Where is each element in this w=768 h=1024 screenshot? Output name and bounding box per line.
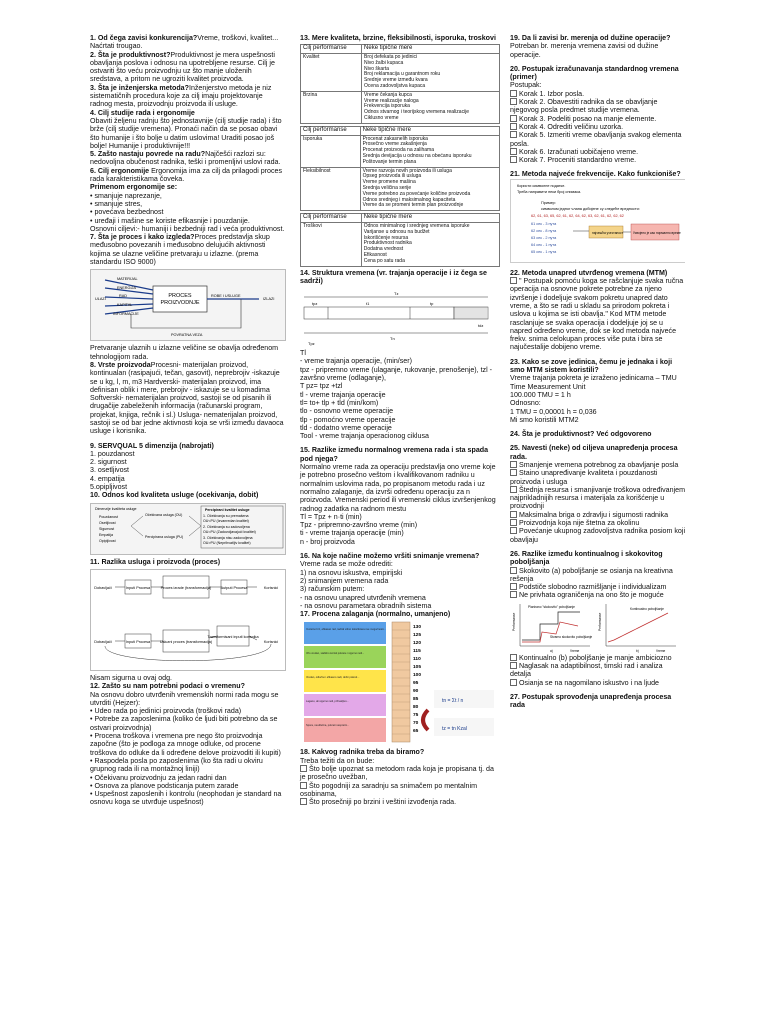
product-flow-step: Proces izrade (transformacija) [160,585,212,590]
freq-row: 65 сек - 1 пута [531,249,557,254]
output-label: ROBE I USLUGE [211,294,241,299]
checkbox-icon [510,567,517,574]
checkbox-icon [510,277,517,284]
scale-tick: 70 [413,721,419,727]
q25-item: Maksimalna briga o zdravlju i sigurnosti radnika [519,510,669,519]
checkbox-icon [510,654,517,661]
q4-body: Obaviti željenu radnju što jednostavnije (cilj studije rada) i što brže (cilj studije vremena). Pronaći način da se posao obavi što humanije i što bolje u datim uslovima! Uraditi posao još bolje! Humanije i produktivnije!!! [90,116,282,150]
q12-body: Na osnovu dobro utvrđenih vremenskih normi rada mogu se utvrditi (Hejzer): [90,690,279,707]
q25-item: Proizvodnja koja nije štetna za okolinu [519,519,640,528]
scale-tick: 100 [413,673,422,679]
q5-body: Najčešći razlozi su: nedovoljna obučenost radnika, teški i promenljivi uslovi rada. [90,150,281,167]
q14-line: tlp - pomoćno vreme operacije [300,415,396,424]
q11-tail: Nisam sigurna u ovaj odg. [90,673,173,682]
q23-item: 1 TMU = 0,00001 h = 0,036 [510,407,597,416]
q6b-item: • smanjuje naprezanje, [90,191,162,200]
inputs-side-label: ULAZI [95,297,106,302]
q14-line: tl= to+ tlp + tld (min/kom) [300,398,379,407]
q15-formula: Tl = Tpz + n·ti (min) [300,512,362,521]
q2-title: 2. Šta je produktivnost? [90,50,171,59]
table-cell [362,54,500,92]
dims-item: Sigurnost [99,526,115,531]
process-diagram-svg [91,270,285,340]
service-flow-step: Transformisani inputi korisnika [207,634,259,639]
table-value: Efikasnost [363,252,387,258]
q20-step: Korak 2. Obavestiti radnika da se obavljanje njegovog posla predmet studije vremena. [510,98,658,115]
q15-formula: n - broj proizvoda [300,537,355,546]
q13-title: 13. Mere kvaliteta, brzine, fleksibilnosti, isporuka, troskovi [300,34,496,42]
checkbox-icon [510,591,517,598]
q1-title: 1. Od čega zavisi konkurencija? [90,34,198,42]
q20-step: Korak 3. Podeliti posao na manje elemente. [519,114,657,123]
expected-service: Očekivana usluga (OU) [145,512,183,517]
q14-line: tld - dodatno vreme operacije [300,423,392,432]
formula-tz: tz = tn Kzal [442,726,467,733]
checkbox-icon [510,123,517,130]
checkbox-icon [510,662,517,669]
table-key: Troškovi [301,223,362,267]
table-value: Nivo žalbi kupaca [364,59,404,66]
table-cell [360,167,499,211]
service-flow-step: Korisnici [263,639,279,644]
q26-item: Skokovito (a) poboljšanje se osianja na kreativna rešenja [510,566,673,583]
q23-item: Mi smo koristili MTM2 [510,415,579,424]
graph-panel-label: a) [550,648,553,653]
q14-line: tlo - osnovno vreme operacije [300,407,394,416]
q6-title: 6. Cilj ergonomije [90,166,150,175]
freq-line: символом једног члана добијене су следеће вредности: [541,206,640,211]
q9-item: 4. empatija [90,474,125,483]
freq-row: 62 сек - 8 пута [531,228,557,233]
q23-item: 100.000 TMU = 1 h [510,390,571,399]
freq-callout: најчешћа учестаност [592,230,624,235]
table-value: Odnos minimalnog i srednjeg vremena isporuke [363,223,470,230]
q18-item: Što pogodniji za saradnju sa snimačem po mentalnim osobinama, [300,781,477,798]
table-value: Vreme realizacije naloga [364,97,419,104]
dims-item: Osetljivost [99,520,116,525]
table-cell [362,91,500,123]
service-flow-step: Dobavljači [94,639,112,644]
table-value: Poštovanje termin plana [362,158,417,165]
q6b-title: Primenom ergonomije se: [90,183,178,192]
graph-annotation: Kontinualno poboljšanje [630,606,664,611]
q17-title: 17. Procena zalaganja (normalno, umanjeno) [300,610,451,619]
time-label: Tz [394,291,399,297]
q10-title: 10. Odnos kod kvaliteta usluge (ocekivanja, dobit) [90,491,259,500]
scale-tick: 95 [413,681,419,687]
q14-title: 14. Struktura vremena (vr. trajanja operacije i iz čega se sadrži) [300,268,487,285]
checkbox-icon [510,583,517,590]
dims-item: Empatija [99,532,113,537]
q16-item: 1) na osnovu iskustva, empirijski [300,568,403,577]
q9-item: 3. osetljivost [90,466,130,475]
table-value: Produktivnost radnika [363,240,412,247]
table-value: Procenat zakasnelih isporuka [362,135,428,142]
graph-y-label: Performanse [512,612,516,631]
formula-tn: tn = Σt / n [442,698,464,705]
table-cell [360,135,499,167]
freq-callout: Усвојено је као нормално време [633,230,681,235]
table-value: Procenat proizvoda na zalihama [362,147,434,154]
product-service-diagram [90,569,286,671]
quality-row: OU<PU (Izvanredan kvalitet) [203,518,249,523]
perceived-service: Percipirana usluga (PU) [145,534,184,539]
q25-item: Smanjenje vremena potrebnog za obavljanje posla [519,460,679,469]
q16-item: 2) snimanjem vremena rada [300,576,389,585]
rating-desc: Vrlo vredan, stabilno koristi pokrete i sigurno radi... [306,652,365,656]
q6b-item: • uređaji i mašine se koriste efikasnije i pouzdanije. [90,216,250,225]
checkbox-icon [510,90,517,97]
checkbox-icon [510,519,517,526]
q6b-tail: Osnovni ciljevi:- humaniji i bezbedniji rad i veća produktivnost. [90,224,285,233]
input-label: INFORMACIJE [113,312,139,317]
q25-item: Staino unapređivanje kvaliteta i pouzdanosti proizvoda i usluga [510,469,658,486]
scale-tick: 65 [413,729,419,735]
checkbox-icon [510,131,517,138]
q22-title: 22. Metoda unapred utvrđenog vremena (MTM) [510,268,668,277]
q22-body: " Postupak pomoću koga se rašclanjuje svaka ručna operacija na osnovne pokrete potrebne za njeno izvršenje i dodeljuje svakom pokretu unapred dato vreme, a što se radi u skladu sa prirodom pokreta i uslova u kojima se isti obavlja." Kod MTM metode rasclanjuje se svaka operacija i dodeljuje joj se u napred određeno vreme, dok se kod metoda najveće frekv. snima celokupan proces više puta i bira se najučestalije dobijeno vreme. [510,277,684,352]
q12-item: • Procena troškova i vremena pre nego što proizvodnja započne (što je podloga za mnoge odluke, od procene troškova do odluke da li određene delove proizvoditi ili kupiti) [90,732,281,757]
q25-item: Štednja resursa i smanjivanje troškova određivanjem najprikladnijih resursa i materijala za korišćenje u proizvodnji [510,485,685,511]
q4-title: 4. Cilj studije rada i ergonomije [90,108,195,117]
table-header: Cilj performanse [301,214,362,223]
q26-item: Podstiče slobodno razmišljanje i individualizam [519,583,667,592]
table-value: Frekvencija isporuka [364,103,410,110]
q21-title: 21. Metoda najveće frekvencije. Kako funkcioniše? [510,170,681,179]
q23-item: Time Measurement Unit [510,382,586,391]
q25-item: Povećanje ukupnog zadovoljstva radnika posiom koji obavljaju [510,527,686,544]
q20-step: Korak 1. Izbor posla. [519,89,585,98]
q16-item: - na osnovu unapred utvrđenih vremena [300,593,426,602]
quality-row: 2. Očekivanja su zadovoljena [203,524,250,529]
q14-line: Tl [300,349,306,358]
q20-step: Korak 7. Proceniti standardno vreme. [519,156,637,165]
quality-row: 1. Očekivanja su premašena [203,513,249,518]
freq-line: Треба направити неки број снимака. [517,189,582,194]
checkbox-icon [510,461,517,468]
q20-step: Korak 6. Izračunati uobičajeno vreme. [519,147,639,156]
scale-tick: 75 [413,713,419,719]
q14-line: tpz - pripremno vreme (ulaganje, rukovanje, prenošenje), tzl - završno vreme (odlaganje), [300,365,493,383]
q6b-item: • smanjuje stres, [90,199,143,208]
q1-body: Vreme, troškovi, kvalitet... Naćrtati trougao. [90,34,279,51]
improvement-graph [510,600,685,654]
checkbox-icon [510,469,517,476]
checkbox-icon [510,679,517,686]
process-label-1: PROCES [168,293,192,300]
process-diagram [90,269,286,341]
rating-scale-svg [300,618,498,748]
q16-title: 16. Na koje načine možemo vršiti snimanje vremena? [300,552,480,561]
q6b-item: • povećava bezbednost [90,208,164,217]
checkbox-icon [510,527,517,534]
process-label-2: PROIZVODNJE [160,300,200,307]
product-flow-step: Dobavljači [94,585,112,590]
time-label: t1 [366,301,370,307]
quality-row: 3. Očekivanja nisu zadovoljena [203,535,253,540]
q15-formula: ti - vreme trajanja operacije (min) [300,529,404,538]
service-flow-step: Inputi Procesa [125,639,151,644]
column-2 [300,34,500,806]
checkbox-icon [510,486,517,493]
q23-title: 23. Kako se zove jedinica, čemu je jednaka i koji smo MTM sistem koristili? [510,357,673,375]
freq-line: Пример: [541,200,556,205]
graph-x-label: Vreme [570,648,580,653]
time-label: tdz [478,323,484,329]
performance-table-1 [300,44,500,124]
graph-y-label: Performanse [598,612,602,631]
freq-row: 63 сек - 2 пута [531,235,557,240]
table-value: Broj reklamacija u garantnom roku [364,71,441,78]
scale-tick: 130 [413,625,422,631]
q12-item: • Uspešnost zaposlenih i kontrolu (neophodan je standard na osnovu koga se utvrđuje uspešnost) [90,790,282,807]
q3-body: Inženjerstvo metoda je niz sistematičnih procedura koje za cilj imaju projektovanje radnog mesta, proizvodnju proizvoda ili usluge. [90,83,272,109]
q23-body: Vreme trajanja pokreta je izraženo jedinicama – TMU [510,374,677,383]
checkbox-icon [510,115,517,122]
product-service-svg [91,570,285,670]
q5-title: 5. Zašto nastaju povrede na radu? [90,150,206,159]
q15-formula: Tpz - pripremno-završno vreme (min) [300,521,418,530]
q26-title: 26. Razlike između kontinualnog i skokovitog poboljšanja [510,549,663,567]
q26-item: Kontinualno (b) poboljšanje je manje ambiciozno [519,653,672,662]
q26-item: Naglasak na adaptibilnost, timski rad i analiza detalja [510,662,663,679]
q8-body: Procesni- materijalan proizvod, kontinualan (rasipajući, tečan, gasovit), neprebrojiv -iskazuje se u kg, l, m, m3 Hardverski- materijalan proizvod, ima definisan oblik i mere, prebrojiv - iskazuje se u komadima Softverski- nematerijalan proizvod, sastoji se od pisanih ili drugačije zabeleženih informacija (računarski program, projekat, knjiga, rečnik i sl.) Usluga- nematerijalan proizvod, sastoji se od bar jedne aktivnosti koja se vrši između davaoca usluge i korisnika. [90,360,284,436]
q25-title: 25. Navesti (neke) od ciljeva unapređenja procesa rada. [510,444,678,461]
q20-title: 20. Postupak izračunavanja standardnog vremena (primer) [510,64,679,82]
q9-item: 5.opipljivost [90,483,128,492]
time-structure-svg [300,285,498,349]
performance-table-2 [300,126,500,211]
table-key: Brzina [301,91,362,123]
q6-body: Ergonomija ima za cilj da prilagodi proces rada karakteristikama čoveka. [90,166,283,184]
q27-title: 27. Postupak sprovođenja unapređenja procesa rada [510,692,672,710]
freq-line: Користи символне податке. [517,183,566,188]
quality-box-title: Percipirani kvalitet usluge [205,507,250,512]
table-value: Odnos stvarnog i teorijskog vremena realizacije [364,109,470,116]
time-label: Tn [390,336,395,342]
rating-desc: Vredan, odlučno i efikasno radi, dobri pokreti... [306,676,360,680]
graph-annotation: Planirano "skokovito" poboljšanje [528,604,575,609]
q9-item: 1. pouzdanost [90,449,135,458]
scale-tick: 125 [413,633,422,639]
q18-title: 18. Kakvog radnika treba da biramo? [300,748,425,757]
rating-scale-diagram [300,618,500,748]
outputs-side-label: IZLAZI [263,297,275,302]
q14-line: - vreme trajanja operacije, (min/ser) [300,357,412,366]
time-label: tpz [312,301,318,307]
q12-title: 12. Zašto su nam potrebni podaci o vremenu? [90,682,245,691]
checkbox-icon [300,798,307,805]
table-header: Neke tipične mere [360,126,499,135]
q26-item: Ne privhata ograničenja na ono što je moguće [519,591,664,600]
q20-step: Korak 5. Izmeriti vreme obavljanja svakog elementa posla. [510,131,682,148]
table-cell [361,223,499,267]
table-value: Vreme potrebno za povećanje količine proizvoda [362,190,471,197]
table-value: Vreme da se promeni termin plan proizvodnje [362,202,464,209]
table-value: Opseg proizvoda ili usluga [362,173,422,180]
q18-body: Treba težiti da on bude: [300,756,375,765]
table-value: Ciklusno vreme [364,115,399,122]
performance-table-3 [300,213,500,266]
freq-row: 61 сек - 3 пута [531,221,557,226]
freq-row: 64 сек - 1 пута [531,242,557,247]
table-value: Srednje vreme između kvara [364,77,428,84]
table-header: Neke tipične mere [361,214,499,223]
graph-x-label: Vreme [656,648,666,653]
q7-tail: Pretvaranje ulaznih u izlazne veličine se obavlja određenom tehnologijom rada. [90,344,279,361]
q7-body: Proces predstavlja skup međusobno povezanih i međusobno delujućih aktivnosti kojima se ulazne veličine pretvaraju u izlazne. (prema standardu ISO 9000) [90,233,270,267]
checkbox-icon [300,782,307,789]
time-label: tp [430,301,434,307]
graph-annotation: Stvarno skokovito poboljšanje [550,634,593,639]
input-label: ENERGIJA [117,286,136,291]
checkbox-icon [510,148,517,155]
table-value: Vreme čekanja kupca [364,91,412,98]
scale-tick: 90 [413,689,419,695]
table-value: Prosečno vreme zakašnjenja [362,141,427,148]
q24-title: 24. Šta je produktivnost? Već odgovoreno [510,430,652,439]
q14-line: T pz= tpz +tzl [300,382,343,391]
scale-tick: 80 [413,705,419,711]
table-value: Odnos srednjeg i maksimalnog kapaciteta [362,196,456,203]
rating-desc: Spora, neodlučna, pokreti nespretni... [306,724,350,728]
rating-desc: Lagano, ali sigurno radi, prihvatljivo... [306,700,349,704]
table-key: Isporuka [301,135,361,167]
column-1 [90,34,286,807]
quality-row: OU=PU (Zadovoljavajući kvalitet) [203,529,256,534]
q20-body: Postupak: [510,81,542,90]
feedback-label: POVRATNA VEZA [171,333,203,338]
q12-item: • Očekivanu proizvodnju za jedan radni dan [90,773,227,782]
table-value: Vreme razvoja novih proizvoda ili usluga [362,167,452,174]
table-value: Dodatna vrednost [363,246,404,253]
q2-body: Produktivnost je mera uspešnosti obavljanja poslova i odnosu na upotrebljene resurse. Cilj je ostvariti što veću proizvodnju uz što manje uloženih sredstava, a pritom ne ugroziti kvalitet proizvoda. [90,50,275,84]
q19-body: Potreban br. merenja vremena zavisi od dužine operacije. [510,42,659,59]
table-value: Varijanse u odnosu na budžet [363,228,430,235]
scale-tick: 110 [413,657,421,663]
scale-tick: 85 [413,697,419,703]
rating-desc: Izuzetno brz, efikasan rad, radnik vidno iskorišćava sve mogućnosti... [306,628,386,632]
table-value: Srednja veličina serije [362,185,412,192]
quality-row: OU>PU (Neprihvatljiv kvalitet) [203,540,251,545]
q23-item: Odnosno: [510,399,541,408]
table-value: Nivo škarta [364,65,390,72]
frequency-method-diagram [510,179,685,263]
q20-step: Korak 4. Odrediti veličinu uzorka. [519,122,624,131]
table-key: Fleksibilnost [301,167,361,211]
input-label: KAPITAL [117,303,133,308]
q8-title: 8. Vrste proizvoda [90,360,151,369]
q12-item: • Raspodela posla po zaposlenima (ko šta radi u okviru grupnog rada ili na montažnoj liniji) [90,756,263,774]
q15-body: Normalno vreme rada za operaciju predstavlja ono vreme koje je potrebno prosečno veštom i kvalifikovanom radniku u normalnim uslovima rada, po propisanom metodu rada i uz normalno zalaganje, da izvrši određenu operaciju za n proizvoda. Vremenski period ili vremenski ciklus izvršenjenkog radnog zadatka na radnom mestu [300,463,496,513]
q16-body: Vreme rada se može odrediti: [300,560,393,569]
q9-item: 2. sigurnost [90,458,127,467]
table-header: Cilj performanse [301,45,362,54]
q7-title: 7. Šta je proces i kako izgleda? [90,233,195,242]
q19-title: 19. Da li zavisi br. merenja od dužine operacije? [510,34,671,42]
scale-tick: 115 [413,649,421,655]
q11-title: 11. Razlika usluga i proizvoda (proces) [90,557,221,566]
improvement-graph-svg [510,600,684,654]
frequency-method-svg [511,180,685,262]
q12-item: • Osnova za planove podsticanja putem zarade [90,781,239,790]
freq-sequence: 62, 61, 63, 65, 62, 61, 62, 64, 62, 63, 62, 61, 62, 62, 62 [531,213,624,218]
table-value: Cena po satu rada [363,257,405,264]
q3-title: 3. Šta je inženjerska metoda? [90,83,189,92]
q14-line: tl - vreme trajanja operacije [300,390,386,399]
q18-item: Što prosečniji po brzini i veštini izvođenja rada. [309,798,457,807]
dims-item: Opipljivost [99,538,116,543]
q16-item: 3) računskim putem: [300,585,365,594]
graph-panel-label: b) [636,648,639,653]
table-header: Neke tipične mere [362,45,500,54]
checkbox-icon [300,765,307,772]
input-label: RAD [119,294,128,299]
q14-line: Tool - vreme trajanja operacionog ciklusa [300,432,429,441]
dims-item: Pouzdanost [99,514,118,519]
product-flow-step: Inputi Procesa [125,585,151,590]
table-value: Vreme promene mašina [362,179,416,186]
table-value: Iskorišćenje resursa [363,234,409,241]
input-label: MATERIJAL [117,277,138,282]
scale-tick: 105 [413,665,422,671]
checkbox-icon [510,98,517,105]
scale-tick: 120 [413,641,422,647]
product-flow-step: Korisnici [263,585,279,590]
servqual-svg [91,504,285,554]
table-value: Srednja devijacija u odnosu na obećanu isporuku [362,153,472,160]
column-3 [510,34,685,710]
table-header: Cilj performanse [301,126,361,135]
product-flow-step: Autputi Procesa [220,585,248,590]
q15-title: 15. Razlike između normalnog vremena rada i sta spada pod njega? [300,446,489,463]
q16-item: - na osnovu parametara obradnih sistema [300,601,432,610]
checkbox-icon [510,511,517,518]
time-label: Tpz [308,341,315,347]
servqual-diagram [90,503,286,555]
dims-title: Dimenzije kvaliteta usluge [95,506,137,511]
q18-item: Što bolje upoznat sa metodom rada koja je propisana tj. da je prosečno uvežban, [300,764,494,782]
checkbox-icon [510,156,517,163]
service-flow-step: Usluzni proces (transformacija) [159,639,213,644]
q12-item: • Udeo rada po jedinici proizvoda (troškovi rada) [90,707,242,716]
table-value: Ocena zadovoljstva kupaca [364,83,426,90]
time-structure-diagram [300,285,500,349]
table-value: Broj defekata po jedinici [364,54,418,61]
q12-item: • Potrebe za zaposlenima (koliko će ljudi biti potrebno da se ostvari proizvodnja) [90,715,278,732]
q9-title: 9. SERVQUAL 5 dimenzija (nabrojati) [90,441,214,450]
q26-item: Osianja se na nagomilano iskustvo i na ljude [519,678,659,687]
table-key: Kvalitet [301,54,362,92]
